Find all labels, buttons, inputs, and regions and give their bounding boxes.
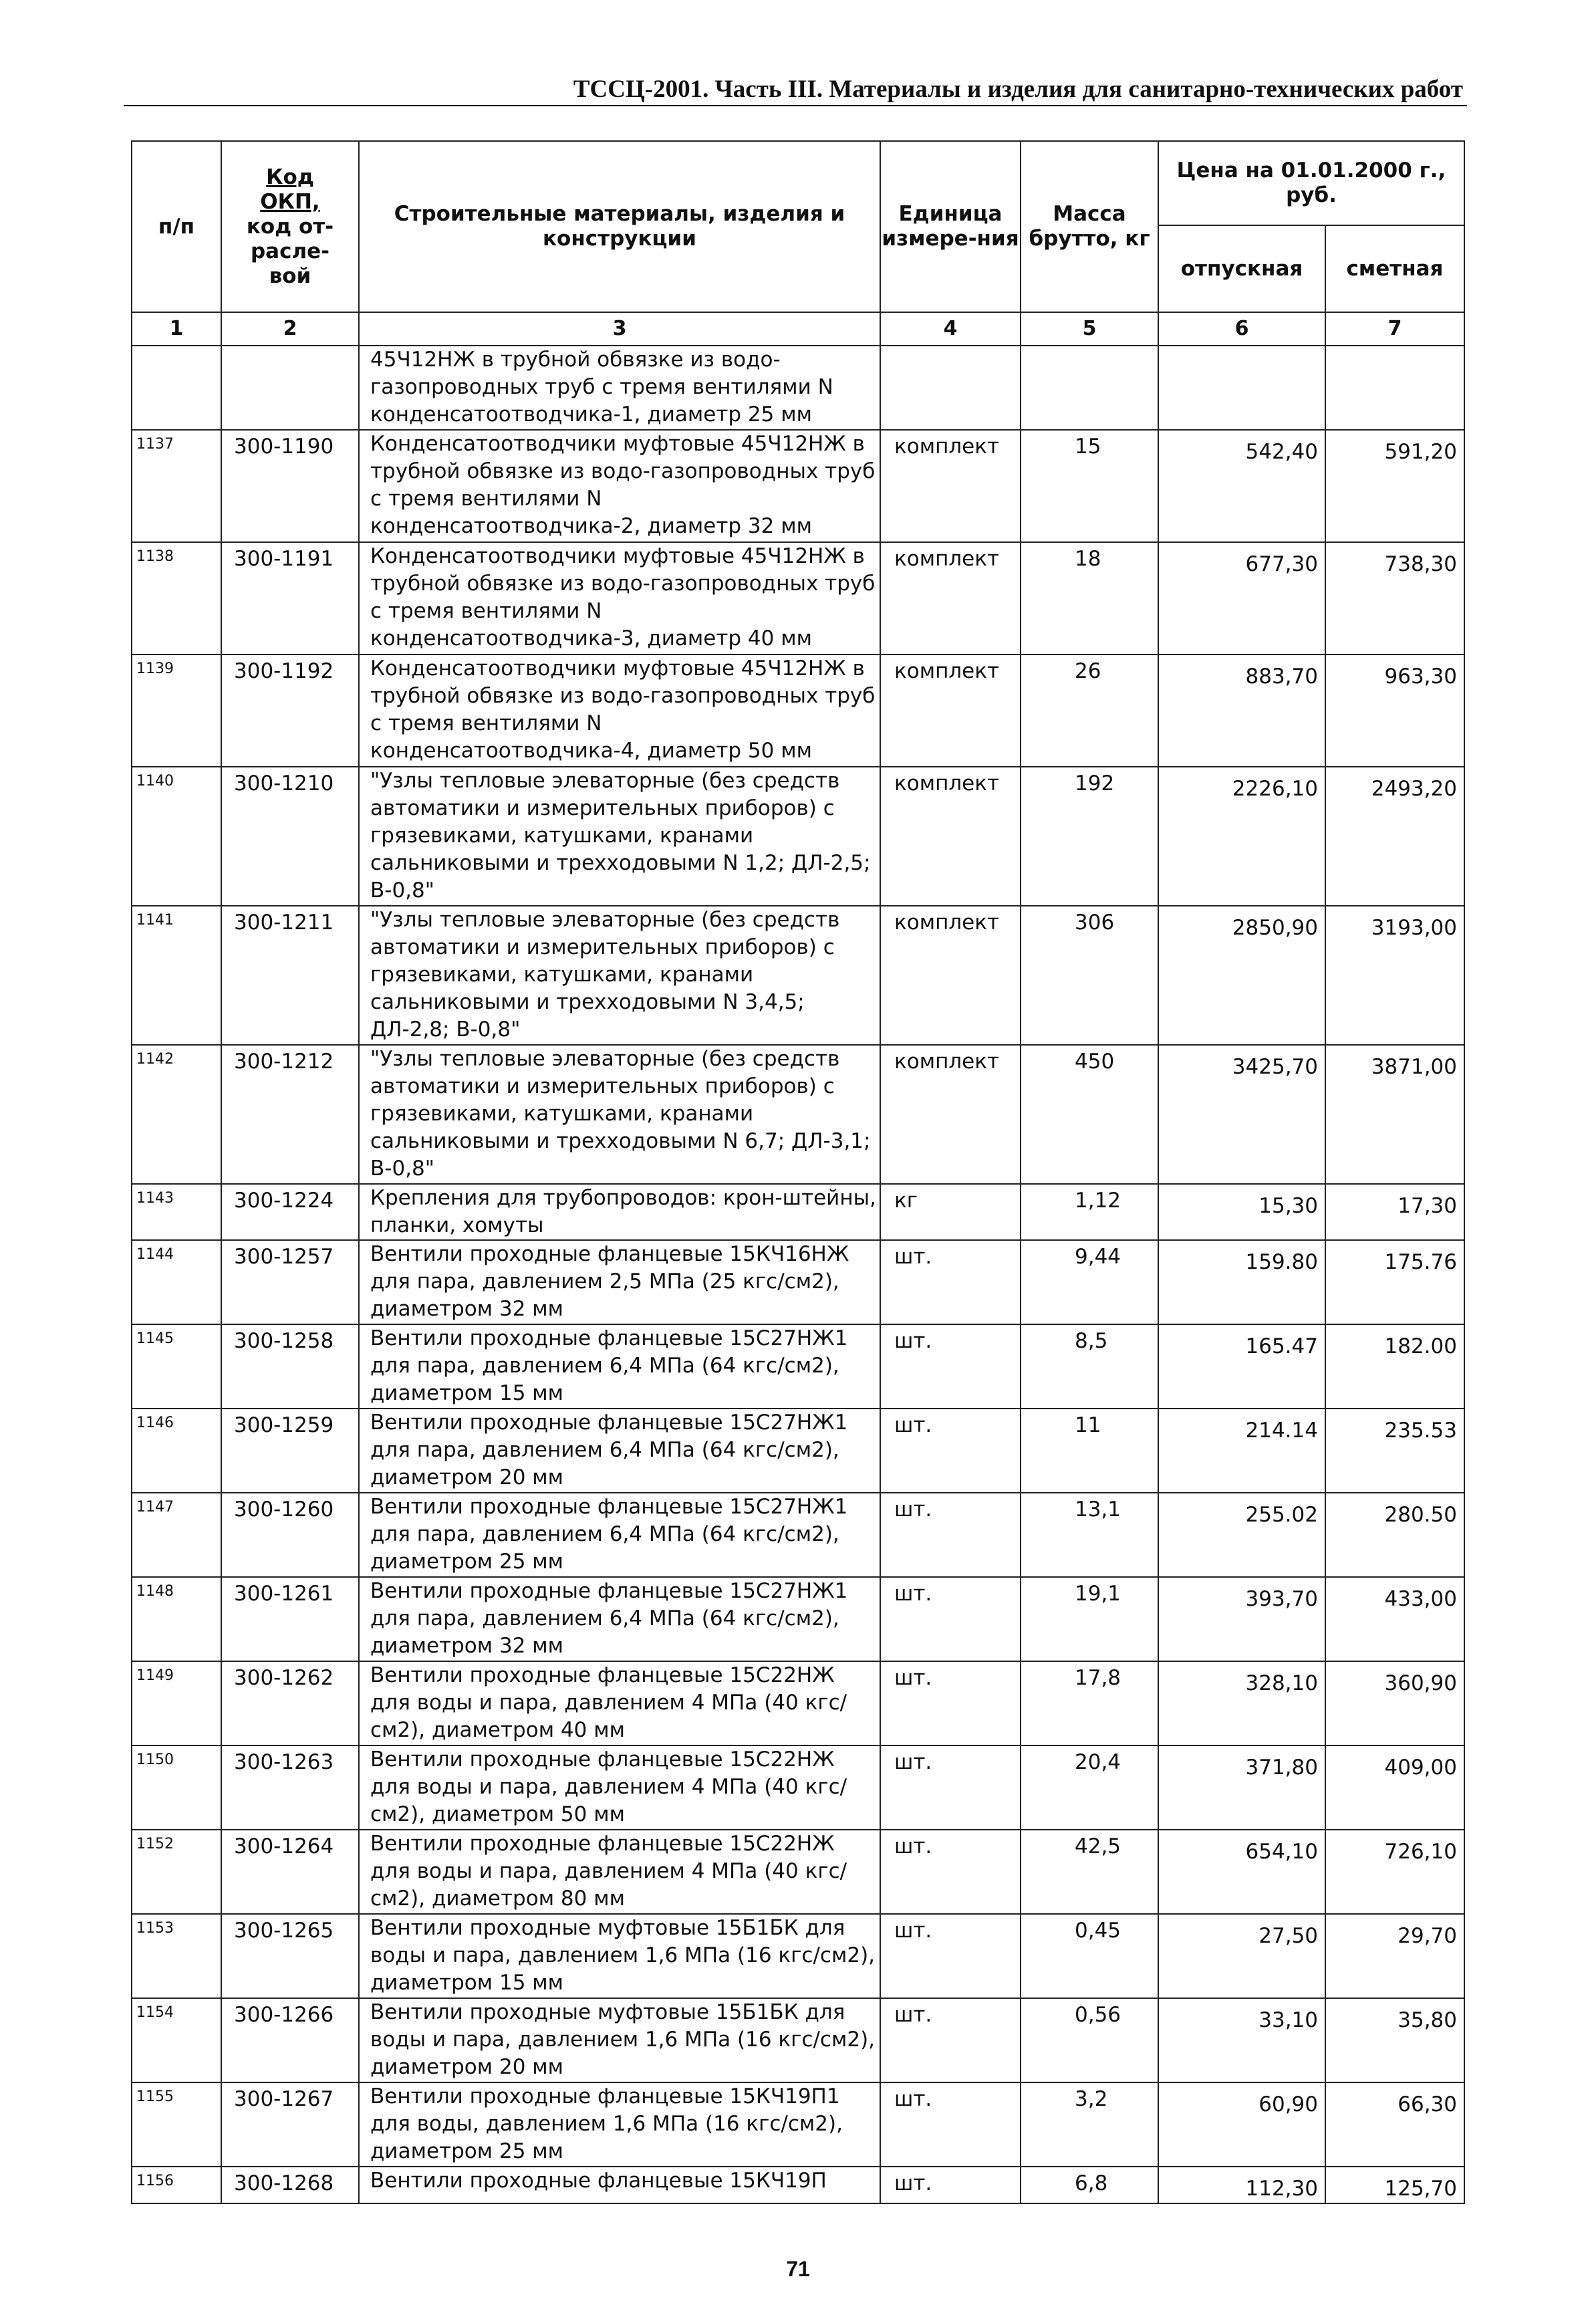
- row-code: 300-1268: [221, 2167, 359, 2203]
- row-number: 1147: [132, 1493, 221, 1577]
- row-price-estimate: 3193,00: [1325, 906, 1464, 1045]
- table-row: [132, 1045, 1464, 1184]
- row-unit: комплект: [880, 767, 1021, 906]
- row-code: 300-1265: [221, 1914, 359, 1998]
- row-unit: шт.: [880, 1240, 1021, 1324]
- row-mass: 1,12: [1021, 1184, 1158, 1240]
- row-description: Конденсатоотводчики муфтовые 45Ч12НЖ в трубной обвязке из водо-газопроводных труб с тремя вентилями N конденсатоотводчика-4, диаметр 50 мм: [359, 654, 880, 767]
- row-description: Вентили проходные муфтовые 15Б1БК для воды и пара, давлением 1,6 МПа (16 кгс/см2), диаметром 20 мм: [359, 1998, 880, 2082]
- column-number: 2: [221, 312, 359, 346]
- column-number: 1: [132, 312, 221, 346]
- row-description: "Узлы тепловые элеваторные (без средств автоматики и измерительных приборов) с грязевиками, катушками, кранами сальниковыми и трехходовыми N 3,4,5; ДЛ-2,8; В-0,8": [359, 906, 880, 1045]
- row-unit: шт.: [880, 1914, 1021, 1998]
- row-price-estimate: 409,00: [1325, 1745, 1464, 1830]
- continuation-text: 45Ч12НЖ в трубной обвязке из водо-газопроводных труб с тремя вентилями N конденсатоотводчика-1, диаметр 25 мм: [359, 346, 880, 430]
- row-unit: шт.: [880, 2082, 1021, 2167]
- header-code-line: ОКП,: [260, 189, 320, 214]
- row-description: Конденсатоотводчики муфтовые 45Ч12НЖ в трубной обвязке из водо-газопроводных труб с тремя вентилями N конденсатоотводчика-2, диаметр 32 мм: [359, 430, 880, 542]
- header-mass: Масса брутто, кг: [1021, 141, 1158, 312]
- row-number: 1152: [132, 1830, 221, 1914]
- row-mass: 8,5: [1021, 1324, 1158, 1409]
- row-number: 1141: [132, 906, 221, 1045]
- row-description: Вентили проходные муфтовые 15Б1БК для воды и пара, давлением 1,6 МПа (16 кгс/см2), диаметром 15 мм: [359, 1914, 880, 1998]
- row-unit: шт.: [880, 1409, 1021, 1493]
- header-code-line: Код: [266, 164, 314, 189]
- row-price-release: 159.80: [1158, 1240, 1325, 1324]
- row-number: 1143: [132, 1184, 221, 1240]
- row-code: 300-1264: [221, 1830, 359, 1914]
- row-code: 300-1191: [221, 542, 359, 654]
- row-price-estimate: 360,90: [1325, 1661, 1464, 1745]
- row-price-release: 214.14: [1158, 1409, 1325, 1493]
- row-description: Вентили проходные фланцевые 15С22НЖ для воды и пара, давлением 4 МПа (40 кгс/см2), диаметром 50 мм: [359, 1745, 880, 1830]
- row-number: 1140: [132, 767, 221, 906]
- row-description: Вентили проходные фланцевые 15С22НЖ для воды и пара, давлением 4 МПа (40 кгс/см2), диаметром 40 мм: [359, 1661, 880, 1745]
- row-mass: 26: [1021, 654, 1158, 767]
- header-unit: Единица измере-ния: [880, 141, 1021, 312]
- table-row: [132, 1324, 1464, 1409]
- row-unit: шт.: [880, 1661, 1021, 1745]
- header-price-estimate: сметная: [1325, 225, 1464, 312]
- table-row: [132, 1661, 1464, 1745]
- table-row: [132, 1998, 1464, 2082]
- row-description: Крепления для трубопроводов: крон-штейны, планки, хомуты: [359, 1184, 880, 1240]
- row-code: 300-1190: [221, 430, 359, 542]
- table-row: [132, 1577, 1464, 1661]
- row-unit: комплект: [880, 906, 1021, 1045]
- row-unit: шт.: [880, 2167, 1021, 2203]
- row-price-estimate: 963,30: [1325, 654, 1464, 767]
- row-number: 1148: [132, 1577, 221, 1661]
- row-description: Вентили проходные фланцевые 15КЧ16НЖ для пара, давлением 2,5 МПа (25 кгс/см2), диаметром 32 мм: [359, 1240, 880, 1324]
- header-rule: [124, 105, 1467, 106]
- row-price-release: 255.02: [1158, 1493, 1325, 1577]
- row-description: Вентили проходные фланцевые 15С22НЖ для воды и пара, давлением 4 МПа (40 кгс/см2), диаметром 80 мм: [359, 1830, 880, 1914]
- row-price-release: 393,70: [1158, 1577, 1325, 1661]
- column-number: 4: [880, 312, 1021, 346]
- row-code: 300-1257: [221, 1240, 359, 1324]
- header-code: [221, 141, 359, 312]
- row-price-estimate: 235.53: [1325, 1409, 1464, 1493]
- row-price-release: 371,80: [1158, 1745, 1325, 1830]
- row-mass: 15: [1021, 430, 1158, 542]
- row-description: Вентили проходные фланцевые 15С27НЖ1 для пара, давлением 6,4 МПа (64 кгс/см2), диаметром 15 мм: [359, 1324, 880, 1409]
- table-row: [132, 767, 1464, 906]
- row-code: 300-1262: [221, 1661, 359, 1745]
- header-desc: Строительные материалы, изделия и конструкции: [359, 141, 880, 312]
- row-price-release: 15,30: [1158, 1184, 1325, 1240]
- row-code: 300-1267: [221, 2082, 359, 2167]
- row-number: 1139: [132, 654, 221, 767]
- row-code: 300-1211: [221, 906, 359, 1045]
- table-row: [132, 2082, 1464, 2167]
- row-price-estimate: 3871,00: [1325, 1045, 1464, 1184]
- table-row: [132, 2167, 1464, 2203]
- row-unit: комплект: [880, 542, 1021, 654]
- table-row: [132, 906, 1464, 1045]
- row-mass: 9,44: [1021, 1240, 1158, 1324]
- row-price-estimate: 726,10: [1325, 1830, 1464, 1914]
- row-price-release: 883,70: [1158, 654, 1325, 767]
- price-table: [131, 140, 1465, 2204]
- row-description: Вентили проходные фланцевые 15С27НЖ1 для пара, давлением 6,4 МПа (64 кгс/см2), диаметром 25 мм: [359, 1493, 880, 1577]
- row-unit: шт.: [880, 1998, 1021, 2082]
- running-head: ТССЦ-2001. Часть III. Материалы и изделия для санитарно-технических работ: [573, 76, 1463, 103]
- row-price-estimate: 175.76: [1325, 1240, 1464, 1324]
- row-mass: 450: [1021, 1045, 1158, 1184]
- row-mass: 17,8: [1021, 1661, 1158, 1745]
- row-mass: 192: [1021, 767, 1158, 906]
- row-unit: шт.: [880, 1324, 1021, 1409]
- header-price-group: Цена на 01.01.2000 г., руб.: [1158, 141, 1464, 225]
- table-row: [132, 1914, 1464, 1998]
- table-row: [132, 1240, 1464, 1324]
- row-price-release: 542,40: [1158, 430, 1325, 542]
- row-price-release: 328,10: [1158, 1661, 1325, 1745]
- row-mass: 6,8: [1021, 2167, 1158, 2203]
- row-price-estimate: 591,20: [1325, 430, 1464, 542]
- column-number-row: [132, 312, 1464, 346]
- table-row: [132, 1745, 1464, 1830]
- row-price-release: 60,90: [1158, 2082, 1325, 2167]
- row-number: 1138: [132, 542, 221, 654]
- row-price-estimate: 433,00: [1325, 1577, 1464, 1661]
- row-code: 300-1266: [221, 1998, 359, 2082]
- row-mass: 0,56: [1021, 1998, 1158, 2082]
- row-unit: шт.: [880, 1745, 1021, 1830]
- table-row: [132, 1493, 1464, 1577]
- row-price-estimate: 29,70: [1325, 1914, 1464, 1998]
- row-description: Вентили проходные фланцевые 15КЧ19П: [359, 2167, 880, 2203]
- row-price-release: 112,30: [1158, 2167, 1325, 2203]
- row-code: 300-1258: [221, 1324, 359, 1409]
- row-code: 300-1212: [221, 1045, 359, 1184]
- row-price-estimate: 182.00: [1325, 1324, 1464, 1409]
- column-number: 7: [1325, 312, 1464, 346]
- row-mass: 11: [1021, 1409, 1158, 1493]
- row-mass: 306: [1021, 906, 1158, 1045]
- row-price-release: 2850,90: [1158, 906, 1325, 1045]
- row-price-release: 3425,70: [1158, 1045, 1325, 1184]
- row-code: 300-1260: [221, 1493, 359, 1577]
- row-price-estimate: 125,70: [1325, 2167, 1464, 2203]
- header-price-release: отпускная: [1158, 225, 1325, 312]
- row-number: 1145: [132, 1324, 221, 1409]
- row-number: 1146: [132, 1409, 221, 1493]
- row-number: 1150: [132, 1745, 221, 1830]
- row-mass: 3,2: [1021, 2082, 1158, 2167]
- row-price-estimate: 66,30: [1325, 2082, 1464, 2167]
- row-price-release: 654,10: [1158, 1830, 1325, 1914]
- row-description: Конденсатоотводчики муфтовые 45Ч12НЖ в трубной обвязке из водо-газопроводных труб с тремя вентилями N конденсатоотводчика-3, диаметр 40 мм: [359, 542, 880, 654]
- row-unit: комплект: [880, 1045, 1021, 1184]
- row-price-release: 165.47: [1158, 1324, 1325, 1409]
- row-price-estimate: 280.50: [1325, 1493, 1464, 1577]
- row-unit: комплект: [880, 654, 1021, 767]
- row-price-release: 27,50: [1158, 1914, 1325, 1998]
- row-unit: комплект: [880, 430, 1021, 542]
- header-code-line: код от-: [246, 214, 334, 239]
- row-price-estimate: 2493,20: [1325, 767, 1464, 906]
- column-number: 5: [1021, 312, 1158, 346]
- table-row: [132, 1830, 1464, 1914]
- column-number: 6: [1158, 312, 1325, 346]
- row-unit: кг: [880, 1184, 1021, 1240]
- row-number: 1144: [132, 1240, 221, 1324]
- row-mass: 0,45: [1021, 1914, 1158, 1998]
- row-number: 1154: [132, 1998, 221, 2082]
- row-description: Вентили проходные фланцевые 15С27НЖ1 для пара, давлением 6,4 МПа (64 кгс/см2), диаметром 20 мм: [359, 1409, 880, 1493]
- row-price-estimate: 738,30: [1325, 542, 1464, 654]
- row-mass: 13,1: [1021, 1493, 1158, 1577]
- header-code-line: вой: [269, 263, 311, 288]
- row-mass: 19,1: [1021, 1577, 1158, 1661]
- row-code: 300-1192: [221, 654, 359, 767]
- row-price-release: 33,10: [1158, 1998, 1325, 2082]
- row-code: 300-1263: [221, 1745, 359, 1830]
- row-description: "Узлы тепловые элеваторные (без средств автоматики и измерительных приборов) с грязевиками, катушками, кранами сальниковыми и трехходовыми N 1,2; ДЛ-2,5; В-0,8": [359, 767, 880, 906]
- row-price-release: 2226,10: [1158, 767, 1325, 906]
- table-row: [132, 1409, 1464, 1493]
- row-number: 1155: [132, 2082, 221, 2167]
- row-price-estimate: 35,80: [1325, 1998, 1464, 2082]
- row-number: 1149: [132, 1661, 221, 1745]
- page-number: 71: [786, 2257, 810, 2281]
- row-number: 1153: [132, 1914, 221, 1998]
- row-code: 300-1261: [221, 1577, 359, 1661]
- table-row: [132, 1184, 1464, 1240]
- row-description: "Узлы тепловые элеваторные (без средств автоматики и измерительных приборов) с грязевиками, катушками, кранами сальниковыми и трехходовыми N 6,7; ДЛ-3,1; В-0,8": [359, 1045, 880, 1184]
- row-mass: 20,4: [1021, 1745, 1158, 1830]
- row-unit: шт.: [880, 1830, 1021, 1914]
- table-row: [132, 654, 1464, 767]
- row-mass: 18: [1021, 542, 1158, 654]
- row-number: 1142: [132, 1045, 221, 1184]
- table-row: [132, 430, 1464, 542]
- row-code: 300-1259: [221, 1409, 359, 1493]
- row-code: 300-1224: [221, 1184, 359, 1240]
- table-row: [132, 542, 1464, 654]
- row-unit: шт.: [880, 1493, 1021, 1577]
- header-num: п/п: [132, 141, 221, 312]
- row-mass: 42,5: [1021, 1830, 1158, 1914]
- row-description: Вентили проходные фланцевые 15КЧ19П1 для воды, давлением 1,6 МПа (16 кгс/см2), диаметром 25 мм: [359, 2082, 880, 2167]
- header-code-line: расле-: [250, 239, 330, 263]
- row-description: Вентили проходные фланцевые 15С27НЖ1 для пара, давлением 6,4 МПа (64 кгс/см2), диаметром 32 мм: [359, 1577, 880, 1661]
- row-price-release: 677,30: [1158, 542, 1325, 654]
- row-number: 1137: [132, 430, 221, 542]
- continuation-row: [132, 346, 1464, 430]
- row-unit: шт.: [880, 1577, 1021, 1661]
- row-number: 1156: [132, 2167, 221, 2203]
- row-code: 300-1210: [221, 767, 359, 906]
- column-number: 3: [359, 312, 880, 346]
- row-price-estimate: 17,30: [1325, 1184, 1464, 1240]
